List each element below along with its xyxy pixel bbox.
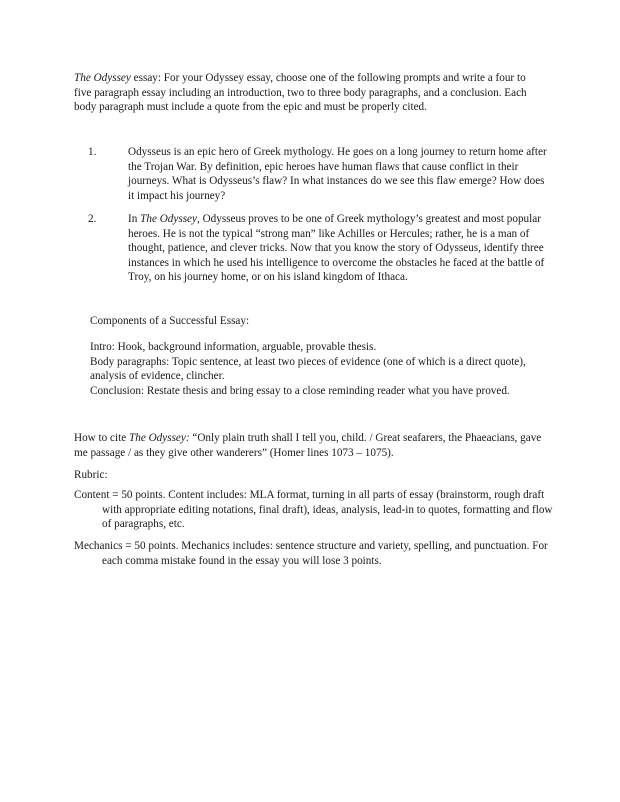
rubric-content: Content = 50 points. Content includes: MLA format, turning in all parts of essay (brainstorm, rough draft with appropriate editing notations, final draft), ideas, analysis, lead-in to quotes, formatting and flow of paragraphs, etc. bbox=[74, 489, 553, 531]
citation-text: “Only plain truth shall I tell you, child. / Great seafarers, the Phaeacians, gave me passage / as they give other wanderers” (Homer lines 1073 – 1075). bbox=[74, 432, 542, 459]
components-list bbox=[90, 340, 542, 398]
components-heading: Components of a Successful Essay: bbox=[90, 315, 250, 327]
citation-example bbox=[74, 431, 544, 460]
component-conclusion: Conclusion: Restate thesis and bring essay to a close reminding reader what you have proved. bbox=[90, 384, 510, 397]
citation-title: The Odyssey: bbox=[129, 432, 190, 444]
prompt-body: , Odysseus proves to be one of Greek mythology’s greatest and most popular heroes. He is not the typical “strong man” like Achilles or Hercules; rather, he is a man of thought, patience, and clever tricks. Now that you know the story of Odysseus, identify three instances in which he used his intelligence to overcome the obstacles he faced at the battle of Troy, on his journey home, or on his island kingdom of Ithaca. bbox=[128, 213, 545, 284]
intro-title: The Odyssey bbox=[74, 72, 131, 84]
prompt-text bbox=[128, 212, 548, 285]
citation-lead: How to cite bbox=[74, 432, 129, 444]
assignment-intro bbox=[74, 71, 544, 115]
component-intro: Intro: Hook, background information, arguable, provable thesis. bbox=[90, 341, 377, 353]
prompt-text: Odysseus is an epic hero of Greek mythology. He goes on a long journey to return home after the Trojan War. By definition, epic heroes have human flaws that cause conflict in their journeys. What is Odysseus’s flaw? In what instances do we see this flaw emerge? How does it impact his journey? bbox=[128, 146, 547, 202]
component-body: Body paragraphs: Topic sentence, at least two pieces of evidence (one of which is a direct quote), analysis of evidence, clincher. bbox=[90, 355, 526, 383]
rubric-mechanics: Mechanics = 50 points. Mechanics includes: sentence structure and variety, spelling, and punctuation. For each comma mistake found in the essay you will lose 3 points. bbox=[74, 540, 548, 567]
prompt-number: 1. bbox=[88, 146, 97, 158]
prompt-title: The Odyssey bbox=[140, 213, 197, 225]
prompt-pre: In bbox=[128, 213, 141, 225]
rubric-heading: Rubric: bbox=[74, 469, 108, 481]
intro-text: essay: For your Odyssey essay, choose one of the following prompts and write a four to five paragraph essay including an introduction, two to three body paragraphs, and a conclusion. Each body paragraph must include a quote from the epic and must be properly cited. bbox=[74, 72, 527, 114]
prompt-number: 2. bbox=[88, 213, 97, 225]
